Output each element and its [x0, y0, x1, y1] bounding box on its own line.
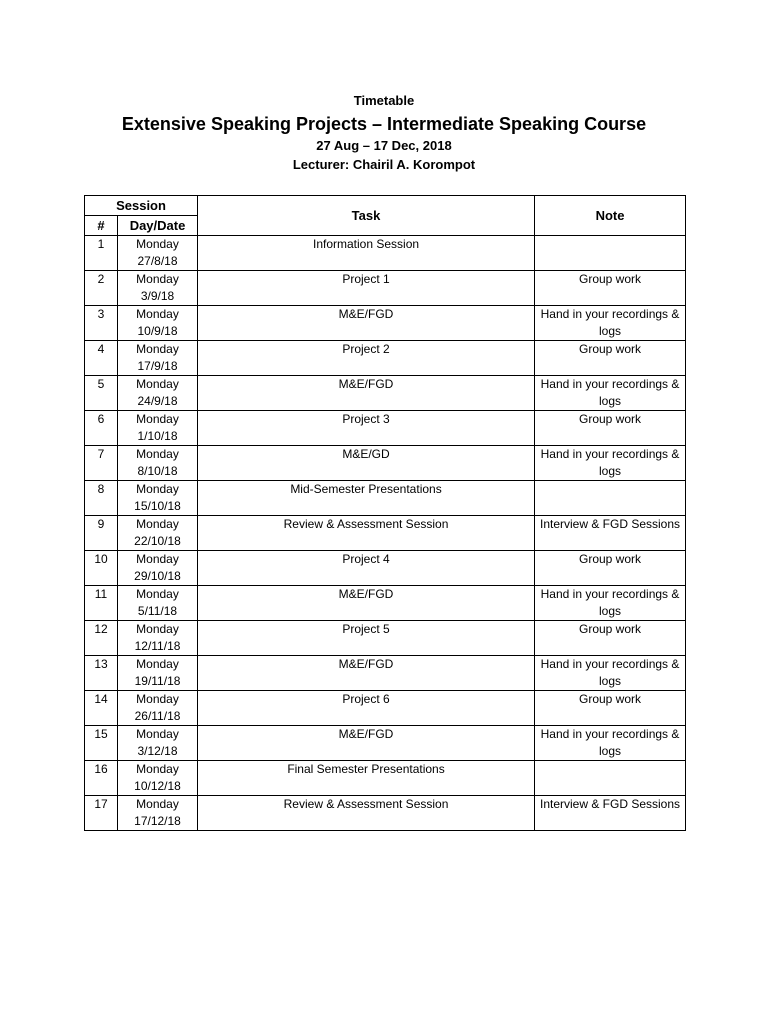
session-number: 2	[85, 271, 118, 306]
session-note: Hand in your recordings & logs	[535, 656, 686, 691]
session-number: 4	[85, 341, 118, 376]
session-day-date	[118, 586, 198, 621]
session-note: Group work	[535, 341, 686, 376]
table-row	[85, 586, 686, 621]
session-note: Hand in your recordings & logs	[535, 586, 686, 621]
session-date: 1/10/18	[137, 429, 178, 443]
session-note	[535, 481, 686, 516]
session-number: 5	[85, 376, 118, 411]
session-day-date	[118, 516, 198, 551]
table-row	[85, 796, 686, 831]
session-number: 8	[85, 481, 118, 516]
table-row	[85, 481, 686, 516]
lecturer-name: Lecturer: Chairil A. Korompot	[292, 157, 476, 172]
session-date: 17/12/18	[134, 814, 181, 828]
table-row	[85, 691, 686, 726]
table-row	[85, 236, 686, 271]
session-number: 16	[85, 761, 118, 796]
document-title: Extensive Speaking Projects – Intermediate Speaking Course	[121, 114, 647, 134]
session-day-date	[118, 481, 198, 516]
session-date: 17/9/18	[137, 359, 178, 373]
timetable-body	[85, 236, 686, 831]
task-header: Task	[198, 196, 535, 236]
session-task: M&E/FGD	[198, 726, 535, 761]
session-note: Interview & FGD Sessions	[535, 796, 686, 831]
session-day-date	[118, 551, 198, 586]
session-date: 15/10/18	[134, 499, 181, 513]
session-task: Review & Assessment Session	[198, 516, 535, 551]
session-number: 6	[85, 411, 118, 446]
session-number: 13	[85, 656, 118, 691]
session-date: 12/11/18	[134, 639, 181, 653]
session-day: Monday	[136, 272, 179, 286]
document-label: Timetable	[353, 93, 415, 108]
session-number: 3	[85, 306, 118, 341]
session-number: 15	[85, 726, 118, 761]
table-row	[85, 761, 686, 796]
session-note: Interview & FGD Sessions	[535, 516, 686, 551]
course-dates: 27 Aug – 17 Dec, 2018	[316, 138, 452, 153]
session-day-date	[118, 376, 198, 411]
session-day: Monday	[136, 517, 179, 531]
table-row	[85, 376, 686, 411]
session-date: 19/11/18	[134, 674, 181, 688]
number-header: #	[85, 216, 118, 236]
session-task: Information Session	[198, 236, 535, 271]
session-date: 3/9/18	[140, 289, 175, 303]
session-note: Group work	[535, 411, 686, 446]
session-note	[535, 236, 686, 271]
session-day-date	[118, 656, 198, 691]
session-day-date	[118, 621, 198, 656]
session-day: Monday	[136, 482, 179, 496]
session-note: Hand in your recordings & logs	[535, 376, 686, 411]
session-number: 12	[85, 621, 118, 656]
table-row	[85, 551, 686, 586]
session-day: Monday	[136, 692, 179, 706]
session-date: 5/11/18	[137, 604, 178, 618]
session-day: Monday	[136, 587, 179, 601]
session-day: Monday	[136, 307, 179, 321]
session-number: 7	[85, 446, 118, 481]
table-row	[85, 306, 686, 341]
session-day-date	[118, 691, 198, 726]
session-day: Monday	[136, 377, 179, 391]
session-note	[535, 761, 686, 796]
session-date: 8/10/18	[137, 464, 178, 478]
session-day-date	[118, 446, 198, 481]
session-day: Monday	[136, 657, 179, 671]
table-row	[85, 621, 686, 656]
session-number: 10	[85, 551, 118, 586]
session-day: Monday	[136, 412, 179, 426]
session-task: M&E/FGD	[198, 376, 535, 411]
day-date-header: Day/Date	[118, 216, 198, 236]
session-day: Monday	[136, 727, 179, 741]
session-task: Project 2	[198, 341, 535, 376]
table-row	[85, 271, 686, 306]
session-date: 27/8/18	[137, 254, 178, 268]
session-note: Group work	[535, 621, 686, 656]
session-task: Project 1	[198, 271, 535, 306]
session-day-date	[118, 726, 198, 761]
session-number: 9	[85, 516, 118, 551]
table-row	[85, 341, 686, 376]
session-task: Project 3	[198, 411, 535, 446]
session-day-date	[118, 796, 198, 831]
session-note: Group work	[535, 271, 686, 306]
session-day-date	[118, 411, 198, 446]
session-day-date	[118, 236, 198, 271]
session-task: M&E/FGD	[198, 306, 535, 341]
session-note: Group work	[535, 551, 686, 586]
session-date: 29/10/18	[134, 569, 181, 583]
session-note: Hand in your recordings & logs	[535, 446, 686, 481]
session-day-date	[118, 271, 198, 306]
session-note: Hand in your recordings & logs	[535, 726, 686, 761]
session-number: 1	[85, 236, 118, 271]
session-date: 22/10/18	[134, 534, 181, 548]
session-note: Hand in your recordings & logs	[535, 306, 686, 341]
session-date: 26/11/18	[134, 709, 181, 723]
session-task: M&E/GD	[198, 446, 535, 481]
session-day: Monday	[136, 447, 179, 461]
session-day-date	[118, 306, 198, 341]
session-task: M&E/FGD	[198, 656, 535, 691]
session-task: Final Semester Presentations	[198, 761, 535, 796]
session-date: 10/12/18	[134, 779, 181, 793]
session-task: Review & Assessment Session	[198, 796, 535, 831]
session-date: 3/12/18	[137, 744, 178, 758]
note-header: Note	[535, 196, 686, 236]
session-task: Mid-Semester Presentations	[198, 481, 535, 516]
session-task: Project 5	[198, 621, 535, 656]
session-day: Monday	[136, 552, 179, 566]
session-note: Group work	[535, 691, 686, 726]
session-number: 17	[85, 796, 118, 831]
table-row	[85, 726, 686, 761]
table-row	[85, 656, 686, 691]
session-date: 10/9/18	[137, 324, 178, 338]
timetable	[84, 195, 686, 831]
table-row	[85, 516, 686, 551]
session-day-date	[118, 341, 198, 376]
session-day: Monday	[136, 237, 179, 251]
session-day-date	[118, 761, 198, 796]
session-header: Session	[85, 196, 198, 216]
session-number: 11	[85, 586, 118, 621]
session-date: 24/9/18	[137, 394, 178, 408]
session-number: 14	[85, 691, 118, 726]
session-day: Monday	[136, 797, 179, 811]
table-row	[85, 411, 686, 446]
session-day: Monday	[136, 762, 179, 776]
session-task: Project 4	[198, 551, 535, 586]
session-task: Project 6	[198, 691, 535, 726]
session-day: Monday	[136, 342, 179, 356]
table-row	[85, 446, 686, 481]
session-task: M&E/FGD	[198, 586, 535, 621]
session-day: Monday	[136, 622, 179, 636]
